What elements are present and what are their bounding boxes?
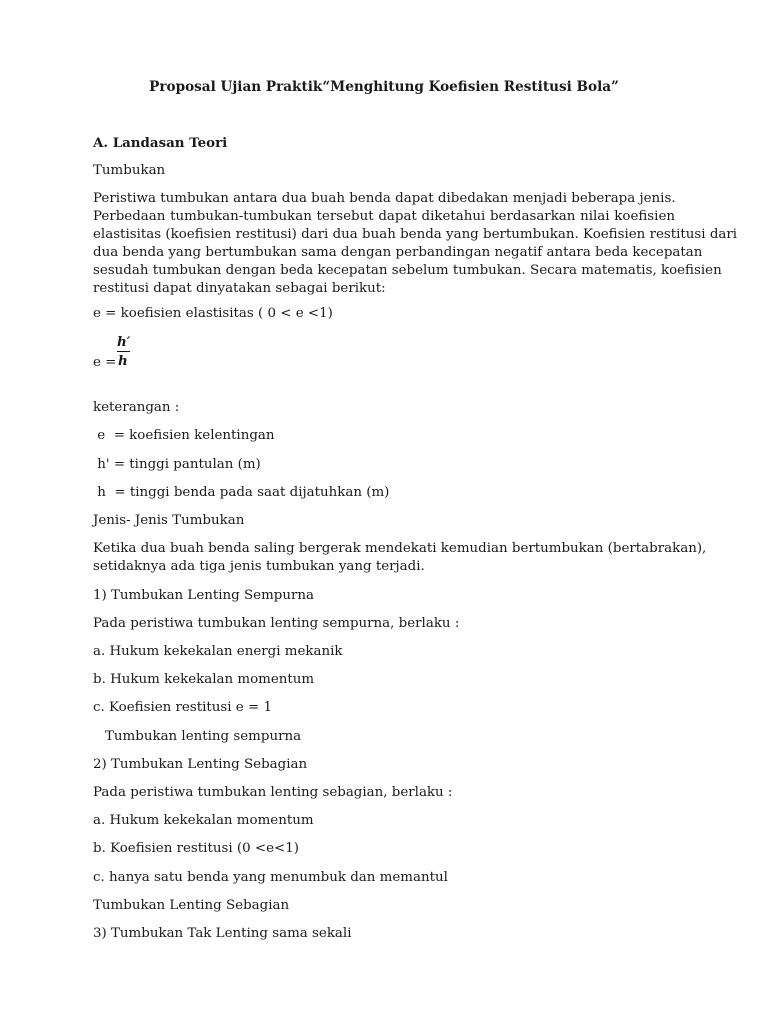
legend-item: e = koefisien kelentingan [93, 428, 275, 443]
paragraph-line: sesudah tumbukan dengan beda kecepatan sebelum tumbukan. Secara matematis, koefisien [93, 263, 722, 278]
formula-denominator: h [118, 353, 128, 369]
paragraph-line: elastisitas (koefisien restitusi) dari dua buah benda yang bertumbukan. Koefisien restitusi dari [93, 227, 738, 242]
jenis-heading: Jenis- Jenis Tumbukan [93, 513, 245, 528]
paragraph-definition [93, 190, 738, 298]
type2-item: b. Koefisien restitusi (0 <e<1) [93, 841, 299, 856]
type1-intro: Pada peristiwa tumbukan lenting sempurna, berlaku : [93, 616, 460, 631]
document-title: Proposal Ujian Praktik“Menghitung Koefisien Restitusi Bola” [149, 79, 619, 95]
type1-item: a. Hukum kekekalan energi mekanik [93, 644, 343, 659]
type3-heading: 3) Tumbukan Tak Lenting sama sekali [93, 926, 352, 941]
paragraph-line: Perbedaan tumbukan-tumbukan tersebut dapat diketahui berdasarkan nilai koefisien [93, 209, 675, 224]
type1-item: c. Koefisien restitusi e = 1 [93, 700, 272, 715]
type2-item: a. Hukum kekekalan momentum [93, 813, 314, 828]
paragraph-line: restitusi dapat dinyatakan sebagai berikut: [93, 281, 386, 296]
type2-heading: 2) Tumbukan Lenting Sebagian [93, 757, 308, 772]
paragraph-line: setidaknya ada tiga jenis tumbukan yang terjadi. [93, 559, 425, 574]
paragraph-line: dua benda yang bertumbukan sama dengan perbandingan negatif antara beda kecepatan [93, 245, 703, 260]
type1-caption: Tumbukan lenting sempurna [105, 729, 302, 744]
formula-lhs: e = [93, 355, 117, 370]
subheading-tumbukan: Tumbukan [93, 163, 166, 178]
section-heading: A. Landasan Teori [93, 135, 228, 151]
legend-item: h = tinggi benda pada saat dijatuhkan (m) [93, 485, 390, 500]
paragraph-line: Ketika dua buah benda saling bergerak mendekati kemudian bertumbukan (bertabrakan), [93, 541, 707, 556]
keterangan-label: keterangan : [93, 400, 180, 415]
definition-e: e = koefisien elastisitas ( 0 < e <1) [93, 306, 333, 321]
legend-item: h' = tinggi pantulan (m) [93, 457, 261, 472]
type2-item: c. hanya satu benda yang menumbuk dan memantul [93, 870, 448, 885]
type1-heading: 1) Tumbukan Lenting Sempurna [93, 588, 314, 603]
paragraph-line: Peristiwa tumbukan antara dua buah benda dapat dibedakan menjadi beberapa jenis. [93, 191, 676, 206]
formula-numerator: h′ [117, 334, 131, 350]
type2-caption: Tumbukan Lenting Sebagian [93, 898, 290, 913]
type1-item: b. Hukum kekekalan momentum [93, 672, 315, 687]
type2-intro: Pada peristiwa tumbukan lenting sebagian, berlaku : [93, 785, 453, 800]
fraction-bar [117, 351, 130, 352]
paragraph-jenis [93, 540, 707, 576]
